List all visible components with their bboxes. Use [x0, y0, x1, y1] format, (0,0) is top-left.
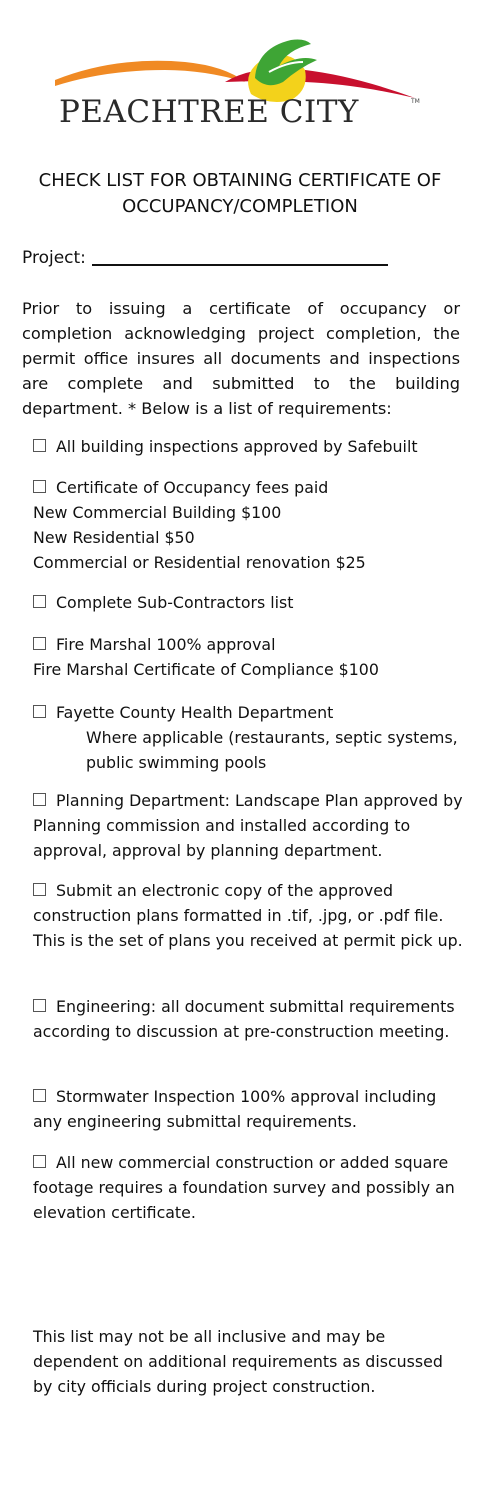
- checklist-item: [33, 700, 463, 775]
- checklist-item-text: Submit an electronic copy of the approved construction plans formatted in .tif, .jpg, or .pdf file. This is the set of plans you received at permit pick up.: [33, 881, 463, 950]
- checklist-subitem: New Residential $50: [33, 528, 195, 547]
- project-label: Project:: [22, 248, 86, 268]
- checkbox-icon[interactable]: [33, 705, 46, 718]
- checklist-item-text: Certificate of Occupancy fees paid: [56, 478, 329, 497]
- checkbox-icon[interactable]: [33, 480, 46, 493]
- checklist-subitem: Commercial or Residential renovation $25: [33, 553, 366, 572]
- checklist-item: [33, 434, 463, 459]
- checkbox-icon[interactable]: [33, 595, 46, 608]
- checklist-item-text: All new commercial construction or added square footage requires a foundation survey and possibly an elevation certificate.: [33, 1153, 455, 1222]
- trademark-mark: TM: [411, 98, 420, 105]
- checklist-item: [33, 590, 463, 615]
- checklist-item: [33, 1084, 463, 1134]
- checklist-subitem: New Commercial Building $100: [33, 503, 282, 522]
- checkbox-icon[interactable]: [33, 883, 46, 896]
- checklist-item-text: Fayette County Health Department: [56, 703, 334, 722]
- checkbox-icon[interactable]: [33, 1155, 46, 1168]
- checklist-item-text: Complete Sub-Contractors list: [56, 593, 294, 612]
- peachtree-city-logo: [55, 36, 427, 134]
- logo-wordmark: PEACHTREE CITY: [59, 94, 359, 130]
- checklist-item-text: Fire Marshal 100% approval: [56, 635, 276, 654]
- project-blank-line: [92, 246, 388, 266]
- checklist-item: [33, 788, 463, 863]
- checkbox-icon[interactable]: [33, 999, 46, 1012]
- page-title: CHECK LIST FOR OBTAINING CERTIFICATE OF OCCUPANCY/COMPLETION: [38, 170, 442, 217]
- checklist-subitem: Fire Marshal Certificate of Compliance $100: [33, 660, 379, 679]
- checklist-item: [33, 1150, 463, 1225]
- checklist-item-text: Engineering: all document submittal requirements according to discussion at pre-construction meeting.: [33, 997, 455, 1041]
- checklist-item: [33, 475, 463, 575]
- intro-paragraph: Prior to issuing a certificate of occupancy or completion acknowledging project completion, the permit office insures all documents and inspections are complete and submitted to the building department. * Below is a list of requirements:: [22, 299, 460, 418]
- checkbox-icon[interactable]: [33, 793, 46, 806]
- checklist-subitem: Where applicable (restaurants, septic systems, public swimming pools: [86, 728, 458, 772]
- checklist-item: [33, 994, 463, 1044]
- checkbox-icon[interactable]: [33, 1089, 46, 1102]
- checkbox-icon[interactable]: [33, 637, 46, 650]
- footer-note: This list may not be all inclusive and may be dependent on additional requirements as discussed by city officials during project construction.: [33, 1327, 443, 1396]
- checklist-item-text: Stormwater Inspection 100% approval including any engineering submittal requirements.: [33, 1087, 437, 1131]
- checklist-item: [33, 632, 463, 682]
- checkbox-icon[interactable]: [33, 439, 46, 452]
- checklist-item-text: Planning Department: Landscape Plan approved by Planning commission and installed according to approval, approval by planning department.: [33, 791, 463, 860]
- checklist-item-text: All building inspections approved by Safebuilt: [56, 437, 418, 456]
- checklist-item: [33, 878, 463, 953]
- project-field: [22, 246, 388, 268]
